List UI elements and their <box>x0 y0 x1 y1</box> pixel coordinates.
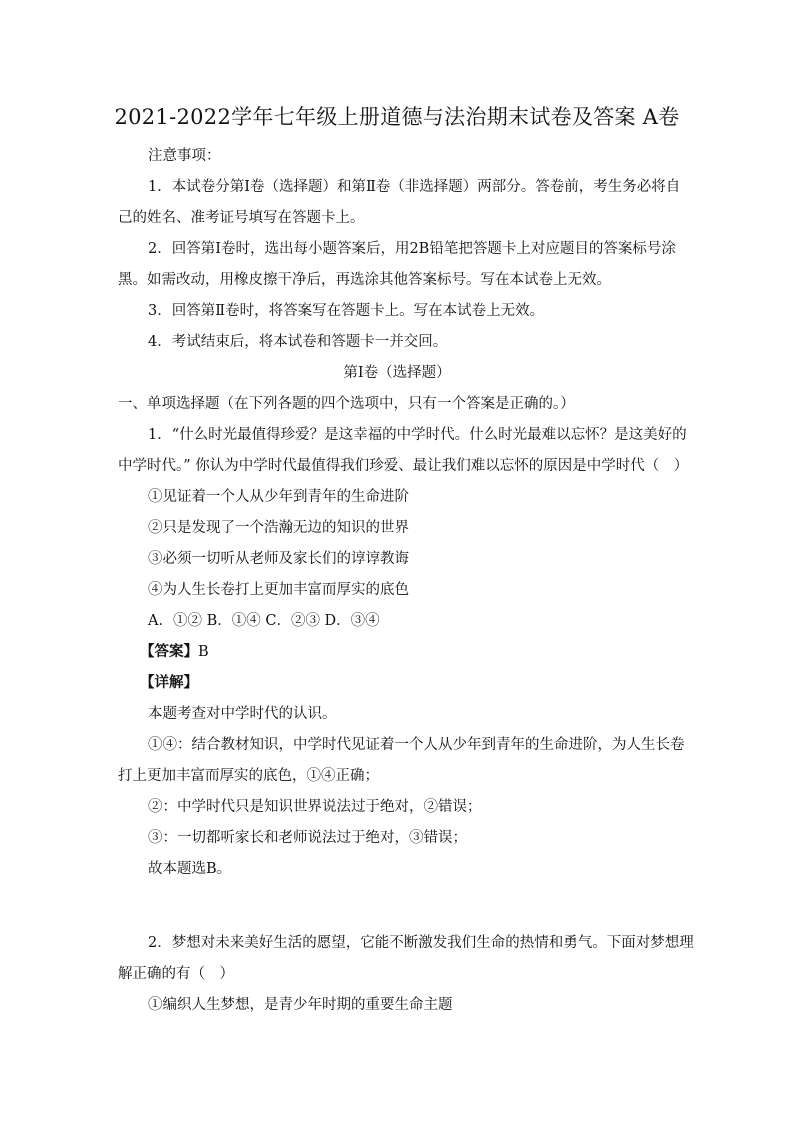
q1-explanation-1-line-1: ①④：结合教材知识，中学时代见证着一个人从少年到青年的生命进阶，为人生长卷 <box>148 737 685 753</box>
notice-item-1-line-2: 己的姓名、准考证号填写在答题卡上。 <box>118 210 365 226</box>
q1-conclusion: 故本题选B。 <box>148 861 232 877</box>
section-title: 第Ⅰ卷（选择题） <box>343 365 451 381</box>
q1-detail-label: 【详解】 <box>140 674 198 691</box>
q1-option-2: ②只是发现了一个浩瀚无边的知识的世界 <box>148 520 409 536</box>
q1-stem-line-2: 中学时代。” 你认为中学时代最值得我们珍爱、最让我们难以忘怀的原因是中学时代（ ） <box>118 458 689 474</box>
part-heading: 一、单项选择题（在下列各题的四个选项中，只有一个答案是正确的。） <box>118 396 575 412</box>
q2-stem-line-2: 解正确的有（ ） <box>118 966 234 982</box>
q1-option-1: ①见证着一个人从少年到青年的生命进阶 <box>148 489 409 505</box>
notice-item-3: 3．回答第Ⅱ卷时，将答案写在答题卡上。写在本试卷上无效。 <box>148 303 545 319</box>
q1-explanation-2: ②：中学时代只是知识世界说法过于绝对，②错误； <box>148 799 482 815</box>
q1-explanation-1-line-2: 打上更加丰富而厚实的底色，①④正确； <box>118 768 379 784</box>
notice-item-4: 4．考试结束后，将本试卷和答题卡一并交回。 <box>148 334 448 350</box>
q1-option-4: ④为人生长卷打上更加丰富而厚实的底色 <box>148 582 409 598</box>
q1-explanation-3: ③：一切都听家长和老师说法过于绝对，③错误； <box>148 830 467 846</box>
notice-item-2-line-2: 黑。如需改动，用橡皮擦干净后，再选涂其他答案标号。写在本试卷上无效。 <box>118 272 611 288</box>
q1-explanation-intro: 本题考查对中学时代的认识。 <box>148 706 337 722</box>
notice-item-1-line-1: 1．本试卷分第Ⅰ卷（选择题）和第Ⅱ卷（非选择题）两部分。答卷前，考生务必将自 <box>148 179 681 195</box>
notice-heading: 注意事项： <box>148 148 221 164</box>
page-title: 2021-2022学年七年级上册道德与法治期末试卷及答案 A卷 <box>114 105 680 129</box>
q1-option-3: ③必须一切听从老师及家长们的谆谆教诲 <box>148 551 409 567</box>
notice-item-2-line-1: 2．回答第Ⅰ卷时，选出每小题答案后，用2B铅笔把答题卡上对应题目的答案标号涂 <box>148 241 676 257</box>
q1-choices: A．①② B．①④ C．②③ D．③④ <box>148 613 380 629</box>
answer-value: B <box>198 644 209 660</box>
answer-label: 【答案】 <box>140 643 198 660</box>
q2-option-1: ①编织人生梦想，是青少年时期的重要生命主题 <box>148 997 453 1013</box>
q2-stem-line-1: 2．梦想对未来美好生活的愿望，它能不断激发我们生命的热情和勇气。下面对梦想理 <box>148 935 694 951</box>
q1-answer <box>140 642 209 662</box>
q1-stem-line-1: 1．“什么时光最值得珍爱？是这幸福的中学时代。什么时光最难以忘怀？是这美好的 <box>148 427 687 443</box>
